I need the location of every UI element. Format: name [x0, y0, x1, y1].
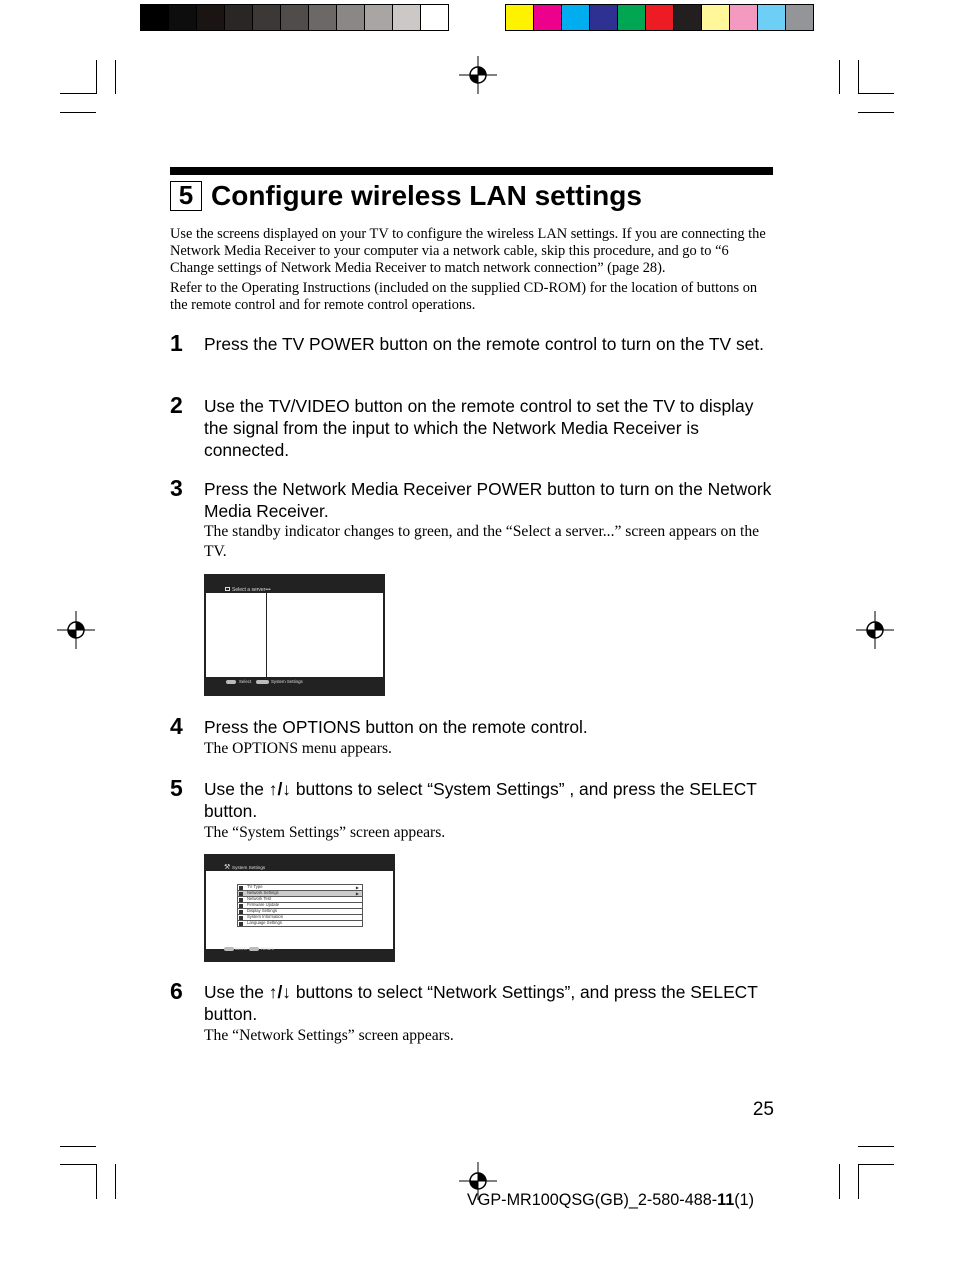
menu-bullet-icon — [239, 892, 243, 896]
step-note: The “Network Settings” screen appears. — [204, 1027, 454, 1044]
page-number: 25 — [752, 1099, 774, 1120]
panel-divider — [266, 593, 267, 677]
select-key-icon — [224, 947, 234, 951]
settings-menu-label: Language Settings — [247, 920, 282, 925]
tv-screen-select-server — [204, 574, 385, 696]
up-down-arrow-icon: ↑/↓ — [268, 779, 291, 799]
settings-panel — [206, 871, 393, 949]
color-swatch — [589, 4, 618, 31]
hint-select-label: Select — [239, 679, 252, 684]
menu-bullet-icon — [239, 886, 243, 890]
menu-bullet-icon — [239, 904, 243, 908]
intro-paragraph: Use the screens displayed on your TV to configure the wireless LAN settings. If you are connecting the Network Media Receiver to your computer via a network cable, skip this procedure, and go to “6 Change settings of Network Media Receiver to match network connection” (page 28). — [170, 226, 766, 276]
chevron-right-icon: ▶ — [355, 891, 359, 896]
color-swatch — [617, 4, 646, 31]
step-note: The standby indicator changes to green, and the “Select a server...” screen appears on the TV. — [204, 523, 760, 560]
menu-bullet-icon — [239, 910, 243, 914]
settings-menu — [237, 884, 363, 927]
settings-menu-label: Display Settings — [247, 908, 278, 913]
server-list-panel — [206, 593, 383, 677]
step-number: 3 — [170, 475, 183, 501]
step-instruction: Use the ↑/↓ buttons to select “Network Settings”, and press the SELECT button. — [204, 982, 758, 1024]
heading-rule — [170, 167, 773, 175]
wrench-icon: ⚒ — [224, 863, 231, 871]
gray-swatch — [224, 4, 253, 31]
settings-menu-label: Firmware Update — [247, 902, 280, 907]
select-key-icon — [226, 680, 236, 684]
menu-bullet-icon — [239, 916, 243, 920]
color-swatch — [561, 4, 590, 31]
intro-paragraph-remote: Refer to the Operating Instructions (included on the supplied CD-ROM) for the location of buttons on the remote control and for remote control operations. — [170, 280, 758, 313]
step-number: 5 — [170, 775, 183, 801]
hint-select-label: Select — [235, 946, 248, 951]
color-swatch — [729, 4, 758, 31]
registration-mark-icon — [856, 611, 894, 649]
step-instruction: Use the ↑/↓ buttons to select “System Settings” , and press the SELECT button. — [204, 779, 757, 821]
gray-swatch — [392, 4, 421, 31]
page-title: Configure wireless LAN settings — [211, 180, 642, 211]
up-down-arrow-icon: ↑/↓ — [268, 982, 291, 1002]
color-swatch — [785, 4, 814, 31]
step-instruction: Press the OPTIONS button on the remote control. — [204, 717, 588, 737]
settings-menu-item[interactable] — [237, 921, 363, 927]
registration-mark-icon — [57, 611, 95, 649]
hint-return-label: Return — [261, 946, 275, 951]
options-key-icon — [256, 680, 269, 684]
return-key-icon — [249, 947, 259, 951]
color-swatch — [645, 4, 674, 31]
color-swatch — [701, 4, 730, 31]
gray-swatch — [252, 4, 281, 31]
menu-bullet-icon — [239, 922, 243, 926]
gray-swatch — [364, 4, 393, 31]
section-number: 5 — [170, 181, 202, 211]
step-instruction: Use the TV/VIDEO button on the remote control to set the TV to display the signal from the input to which the Network Media Receiver is connected. — [204, 396, 754, 460]
step-number: 6 — [170, 978, 183, 1004]
chevron-right-icon: ▶ — [355, 885, 359, 890]
step-instruction: Press the Network Media Receiver POWER button to turn on the Network Media Receiver. — [204, 479, 772, 521]
gray-swatch — [308, 4, 337, 31]
gray-swatch — [168, 4, 197, 31]
color-swatch — [673, 4, 702, 31]
step-note: The OPTIONS menu appears. — [204, 740, 392, 757]
color-swatch — [757, 4, 786, 31]
server-icon — [225, 587, 230, 591]
settings-menu-label: TV Type — [247, 884, 263, 889]
tv-screen-system-settings — [204, 854, 395, 962]
settings-menu-label: Network Test — [247, 896, 272, 901]
color-swatch — [505, 4, 534, 31]
step-instruction: Press the TV POWER button on the remote control to turn on the TV set. — [204, 334, 764, 354]
step-number: 4 — [170, 713, 183, 739]
registration-mark-icon — [459, 56, 497, 94]
gray-swatch — [420, 4, 449, 31]
gray-swatch — [196, 4, 225, 31]
gray-swatch — [140, 4, 169, 31]
document-code: VGP-MR100QSG(GB)_2-580-488-11(1) — [467, 1191, 755, 1209]
gray-swatch — [336, 4, 365, 31]
menu-bullet-icon — [239, 898, 243, 902]
screen-title: System Settings — [232, 865, 266, 870]
screen-title: Select a server••• — [232, 587, 271, 593]
color-swatch — [533, 4, 562, 31]
hint-system-settings-label: System Settings — [271, 679, 303, 684]
step-number: 2 — [170, 392, 183, 418]
settings-menu-label: Network Settings — [247, 890, 279, 895]
settings-menu-label: System Information — [247, 914, 284, 919]
step-number: 1 — [170, 330, 183, 356]
step-note: The “System Settings” screen appears. — [204, 824, 446, 841]
gray-swatch — [280, 4, 309, 31]
